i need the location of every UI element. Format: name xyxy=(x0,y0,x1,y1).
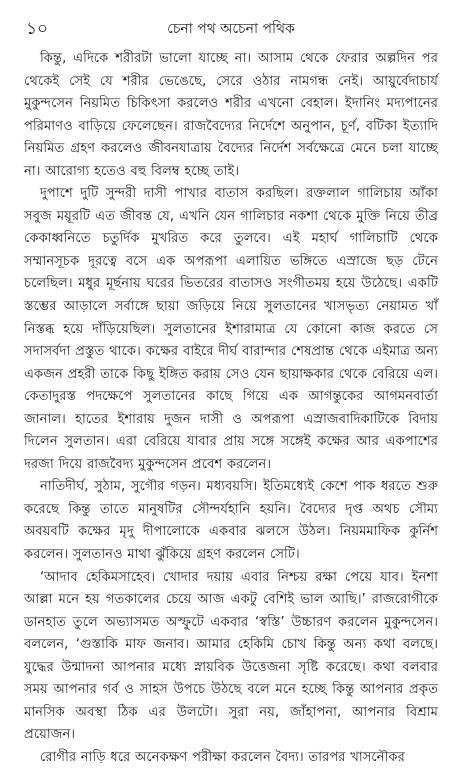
paragraph: কিন্তু, এদিকে শরীরটা ভালো যাচ্ছে না। আসাম থেকে ফেরার অল্পদিন পর থেকেই সেই যে শরীর ভেঙেছে, সেরে ওঠার নামগন্ধ নেই। আয়ুর্বেদাচার্য মুকুন্দসেন নিয়মিত চিকিৎসা করলেও শরীর এখনো বেহাল। ইদানিং মদ্যপানের পরিমাণও বাড়িয়ে ফেলেছেন। রাজবৈদ্যের নির্দেশে অনুপান, চূর্ণ, বটিকা ইত্যাদি নিয়মিত গ্রহণ করলেও জীবনযাত্রায় বৈদ্যের নির্দেশ সর্বক্ষেত্রে মেনে চলা যাচ্ছে না। আরোগ্য হতেও বহু বিলম্ব হচ্ছে তাই। xyxy=(24,51,438,179)
paragraph: দুপাশে দুটি সুন্দরী দাসী পাখার বাতাস করছিল। রক্তলাল গালিচায় আঁকা সবুজ ময়ূরটি এত জীবন্ত যে, এখনি যেন গালিচার নকশা থেকে মুক্তি নিয়ে তীব্র কেকাধ্বনিতে চতুর্দিক মুখরিত করে তুলবে। এই মহার্ঘ গালিচাটি থেকে সম্মানসূচক দূরত্বে বসে এক অপরূপা এলায়িত ভঙ্গিতে এস্রাজে ছড় টেনে চলেছিল। মধুর মূর্ছনায় ঘরের ভিতরের বাতাসও সংগীতময় হয়ে উঠেছে। একটি স্তম্ভের আড়ালে সর্বাঙ্গে ছায়া জড়িয়ে নিয়ে সুলতানের খাসভৃত্য নেয়ামত খাঁ নিস্তব্ধ হয়ে দাঁড়িয়েছিল। সুলতানের ইশারামাত্র যে কোনো কাজ করতে সে সদাসর্বদা প্রস্তুত থাকে। কক্ষের বাইরে দীর্ঘ বারান্দার শেষপ্রান্ত থেকে এইমাত্র অন্য একজন প্রহরী তাকে কিছু ইঙ্গিত করায় সেও যেন ছায়াক্ষকার থেকে বেরিয়ে এল। কেতাদুরস্ত পদক্ষেপে সুলতানের কাছে গিয়ে এক আগন্তুকের আগমনবার্তা জানাল। হাতের ইশারায় দুজন দাসী ও অপরূপা এস্রাজবাদিকাটিকে বিদায় দিলেন সুলতান। এরা বেরিয়ে যাবার প্রায় সঙ্গে সঙ্গেই কক্ষের আর একপাশের দরজা দিয়ে রাজবৈদ্য মুকুন্দসেন প্রবেশ করলেন। xyxy=(24,186,438,472)
running-title: চেনা পথ অচেনা পথিক xyxy=(167,21,295,37)
page-number: ১০ xyxy=(26,19,49,39)
paragraph: নাতিদীর্ঘ, সুঠাম, সুগৌর গড়ন। মধ্যবয়সি। ইতিমধ্যেই কেশে পাক ধরতে শুরু করেছে কিন্তু তাতে মানুষটির সৌন্দর্যহানি হয়নি। বৈদ্যের দৃপ্ত অথচ সৌম্য অবয়বটি কক্ষের মৃদু দীপালোকে একবার ঝলসে উঠল। নিয়মমাফিক কুর্নিশ করলেন। সুলতানও মাথা ঝুঁকিয়ে গ্রহণ করলেন সেটি। xyxy=(24,479,438,563)
paragraph: ‘আদাব হেকিমসাহেব। খোদার দয়ায় এবার নিশ্চয় রক্ষা পেয়ে যাব। ইনশা আল্লা মনে হয় গতকালের চেয়ে আজ একটু বেশিই ভাল আছি।’ রাজরোগীকে ডানহাত তুলে অভ্যাসমত অস্ফুটে একবার ‘স্বস্তি’ উচ্চারণ করলেন মুকুন্দসেন। বললেন, ‘গুস্তাকি মাফ জনাব। আমার হেকিমি চোখ কিন্তু অন্য কথা বলছে। যুদ্ধের উন্মাদনা আপনার মধ্যে স্নায়বিক উত্তেজনা সৃষ্টি করেছে। কথা বলবার সময় আপনার গর্ব ও সাহস উপচে উঠছে বলে মনে হচ্ছে কিন্তু আপনার প্রকৃত মানসিক অবস্থা ঠিক এর উলটো। সুরা নয়, জাঁহাপনা, আপনার বিশ্রাম প্রয়োজন। xyxy=(24,569,438,743)
body-text xyxy=(24,48,438,770)
page-header xyxy=(24,14,438,44)
book-page xyxy=(24,14,438,765)
paragraph: রোগীর নাড়ি ধরে অনেকক্ষণ পরীক্ষা করলেন বৈদ্য। তারপর খাসনৌকর xyxy=(40,749,405,765)
